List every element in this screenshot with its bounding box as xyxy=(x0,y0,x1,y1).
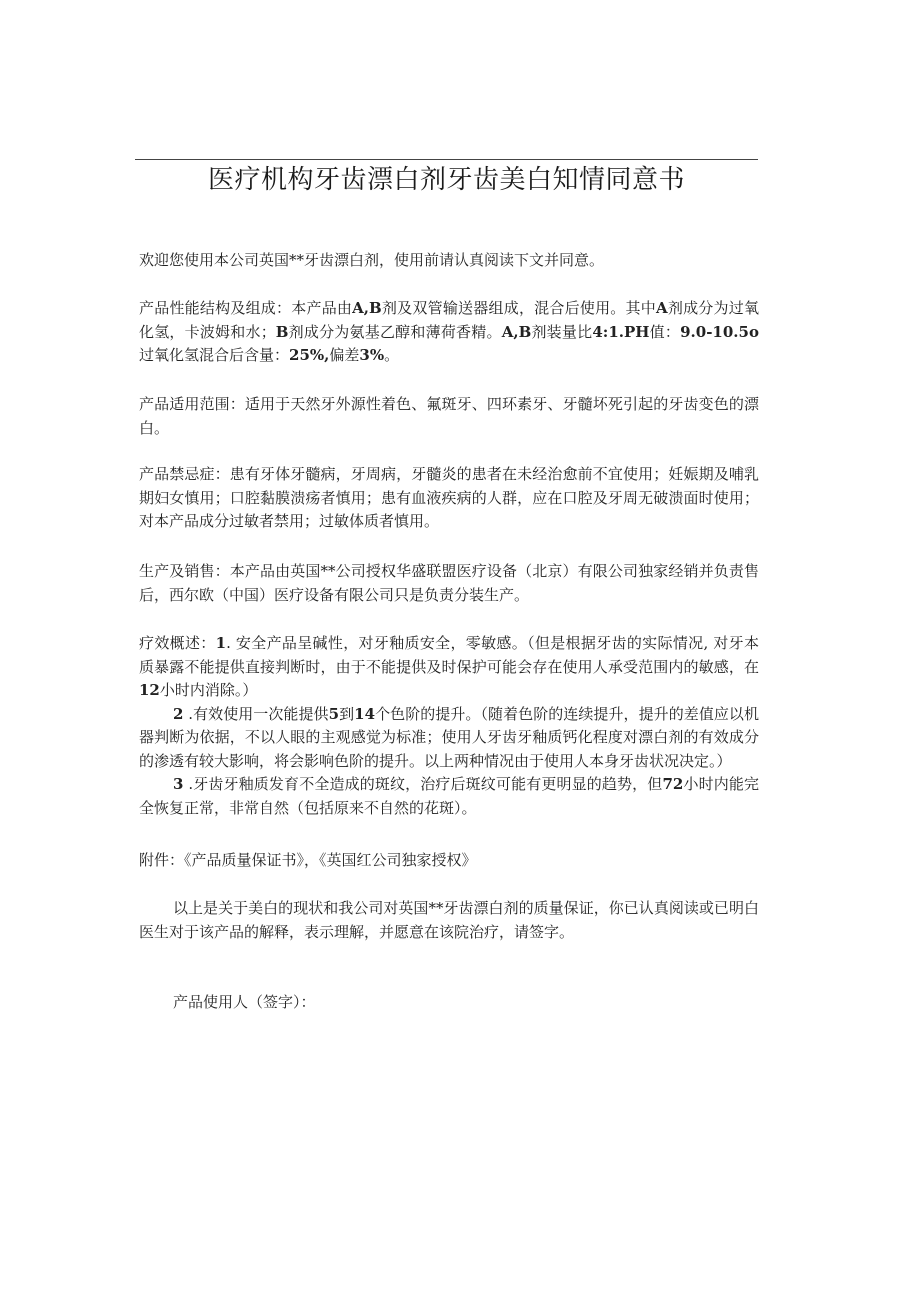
structure-text-9: 。 xyxy=(384,346,400,364)
structure-text-4: 剂成分为氨基乙醇和薄荷香精。 xyxy=(288,322,502,341)
sales-paragraph: 生产及销售：本产品由英国**公司授权华盛联盟医疗设备（北京）有限公司独家经销并负责售后，西尔欧（中国）医疗设备有限公司只是负责分装生产。 xyxy=(139,562,759,604)
effect-item-2-max: 14 xyxy=(354,704,376,723)
attachment-line: 附件：《产品质量保证书》，《英国红公司独家授权》 xyxy=(139,851,477,869)
structure-text-6: 值： xyxy=(649,322,681,341)
structure-text-8: 偏差 xyxy=(329,346,360,364)
effect-item-2-text-a: .有效使用一次能提供 xyxy=(183,704,329,723)
effect-item-1-text-a: . 安全产品呈碱性，对牙釉质安全，零敏感。（但是根据牙齿的实际情况, 对牙本质暴露不能提供直接判断时，由于不能提供及时保护可能会存在使用人承受范围内的敏感，在 xyxy=(139,634,759,676)
structure-bold-7: 25%, xyxy=(289,346,330,364)
effect-item-1 xyxy=(139,632,759,703)
structure-text-7: 过氧化氢混合后含量： xyxy=(139,346,290,364)
effect-item-1-number: 1 xyxy=(215,634,227,652)
structure-text-3: 剂成分为过氧化氢，卡波姆和水； xyxy=(139,299,759,341)
effect-item-3-number: 3 xyxy=(173,775,184,793)
structure-text-5: 剂装量比 xyxy=(531,322,593,341)
effect-item-3-text-a: .牙齿牙釉质发育不全造成的斑纹，治疗后斑纹可能有更明显的趋势，但 xyxy=(183,775,663,793)
effect-item-3-hours: 72 xyxy=(662,775,684,793)
structure-bold-5: 4:1.PH xyxy=(592,322,650,341)
effect-item-2-text-c: 个色阶的提升。（随着色阶的连续提升，提升的差值应以机器判断为依据，不以人眼的主观感觉为标准；使用人牙齿牙釉质钙化程度对漂白剂的有效成分的渗透有较大影响，将会影响色阶的提升。以上两种情况由于使用人本身牙齿状况决定。） xyxy=(139,704,759,770)
structure-bold-4: A,B xyxy=(501,322,532,341)
structure-bold-8: 3% xyxy=(359,346,385,364)
structure-text-2: 剂及双管输送器组成，混合后使用。其中 xyxy=(381,299,656,317)
closing-paragraph: 以上是关于美白的现状和我公司对英国**牙齿漂白剂的质量保证，你已认真阅读或已明白医生对于该产品的解释，表示理解，并愿意在该院治疗，请签字。 xyxy=(139,899,759,941)
document-title: 医疗机构牙齿漂白剂牙齿美白知情同意书 xyxy=(207,165,685,195)
effect-item-2-text-to: 到 xyxy=(339,704,355,723)
effect-item-3 xyxy=(139,773,759,820)
structure-bold-1: A,B xyxy=(352,299,382,317)
effect-item-2 xyxy=(139,703,759,774)
effect-item-1-text-c: 小时内消除。） xyxy=(159,681,258,699)
signature-label: 产品使用人（签字）： xyxy=(173,993,316,1011)
structure-paragraph xyxy=(139,297,759,368)
effect-item-3-text-c: 小时内能完全恢复正常，非常自然（包括原来不自然的花斑）。 xyxy=(139,775,759,817)
effect-item-2-min: 5 xyxy=(328,704,340,723)
structure-bold-6: 9.0-10.5o xyxy=(680,322,759,341)
effect-lead: 疗效概述： xyxy=(139,634,216,652)
contraindications-paragraph: 产品禁忌症：患有牙体牙髓病，牙周病，牙髓炎的患者在未经治愈前不宜使用；妊娠期及哺乳期妇女慎用；口腔黏膜溃疡者慎用；患有血液疾病的人群，应在口腔及牙周无破溃面时使用；对本产品成分过敏者禁用；过敏体质者慎用。 xyxy=(139,465,759,530)
structure-bold-3: B xyxy=(275,322,289,341)
effect-section xyxy=(139,632,759,820)
effect-item-2-number: 2 xyxy=(173,704,184,723)
structure-bold-2: A xyxy=(655,299,668,317)
effect-item-1-hours: 12 xyxy=(139,681,160,699)
welcome-paragraph: 欢迎您使用本公司英国**牙齿漂白剂，使用前请认真阅读下文并同意。 xyxy=(139,251,605,269)
scope-paragraph: 产品适用范围：适用于天然牙外源性着色、氟斑牙、四环素牙、牙髓坏死引起的牙齿变色的漂白。 xyxy=(139,395,759,437)
structure-text-1: 产品性能结构及组成：本产品由 xyxy=(139,299,353,317)
